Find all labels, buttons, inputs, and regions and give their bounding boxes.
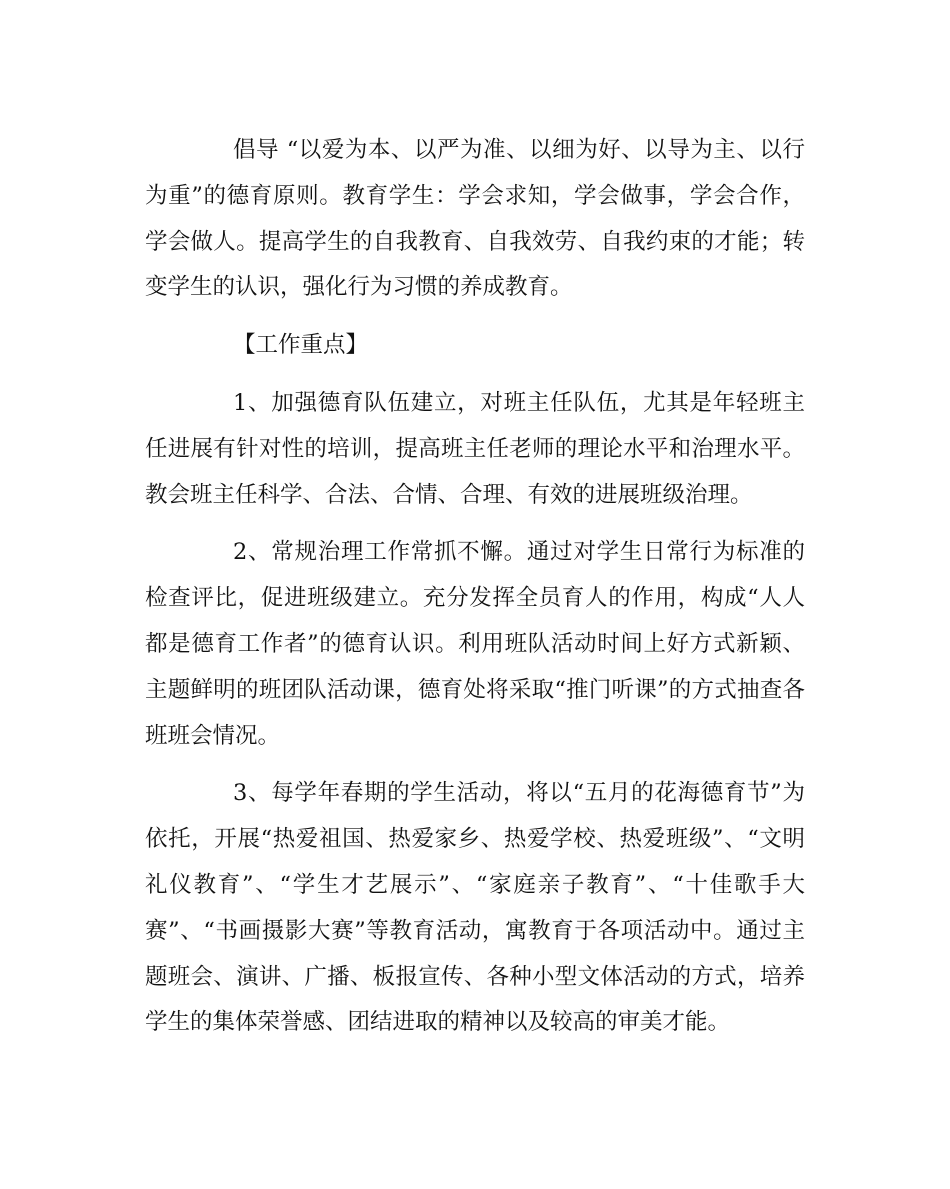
paragraph-gap [145, 518, 805, 530]
document-body [145, 128, 805, 1046]
paragraph-item-1: 1、加强德育队伍建立，对班主任队伍，尤其是年轻班主任进展有针对性的培训，提高班主任老师的理论水平和治理水平。教会班主任科学、合法、合情、合理、有效的进展班级治理。 [145, 389, 805, 508]
paragraph-item-3: 3、每学年春期的学生活动，将以“五月的花海德育节”为依托，开展“热爱祖国、热爱家乡、热爱学校、热爱班级”、“文明礼仪教育”、“学生才艺展示”、“家庭亲子教育”、“十佳歌手大赛”、“书画摄影大赛”等教育活动，寓教育于各项活动中。通过主题班会、演讲、广播、板报宣传、各种小型文体活动的方式，培养学生的集体荣誉感、团结进取的精神以及较高的审美才能。 [145, 780, 805, 1036]
paragraph-item-2: 2、常规治理工作常抓不懈。通过对学生日常行为标准的检查评比，促进班级建立。充分发挥全员育人的作用，构成“人人都是德育工作者”的德育认识。利用班队活动时间上好方式新颖、主题鲜明的班团队活动课，德育处将采取“推门听课”的方式抽查各班班会情况。 [145, 539, 805, 749]
paragraph-gap [145, 311, 805, 323]
section-heading: 【工作重点】 [233, 332, 369, 359]
paragraph-gap [145, 369, 805, 381]
paragraph-principles: 倡导 “以爱为本、以严为准、以细为好、以导为主、以行为重”的德育原则。教育学生：学会求知，学会做事，学会合作，学会做人。提高学生的自我教育、自我效劳、自我约束的才能；转变学生的认识，强化行为习惯的养成教育。 [145, 137, 805, 301]
paragraph-gap [145, 759, 805, 771]
